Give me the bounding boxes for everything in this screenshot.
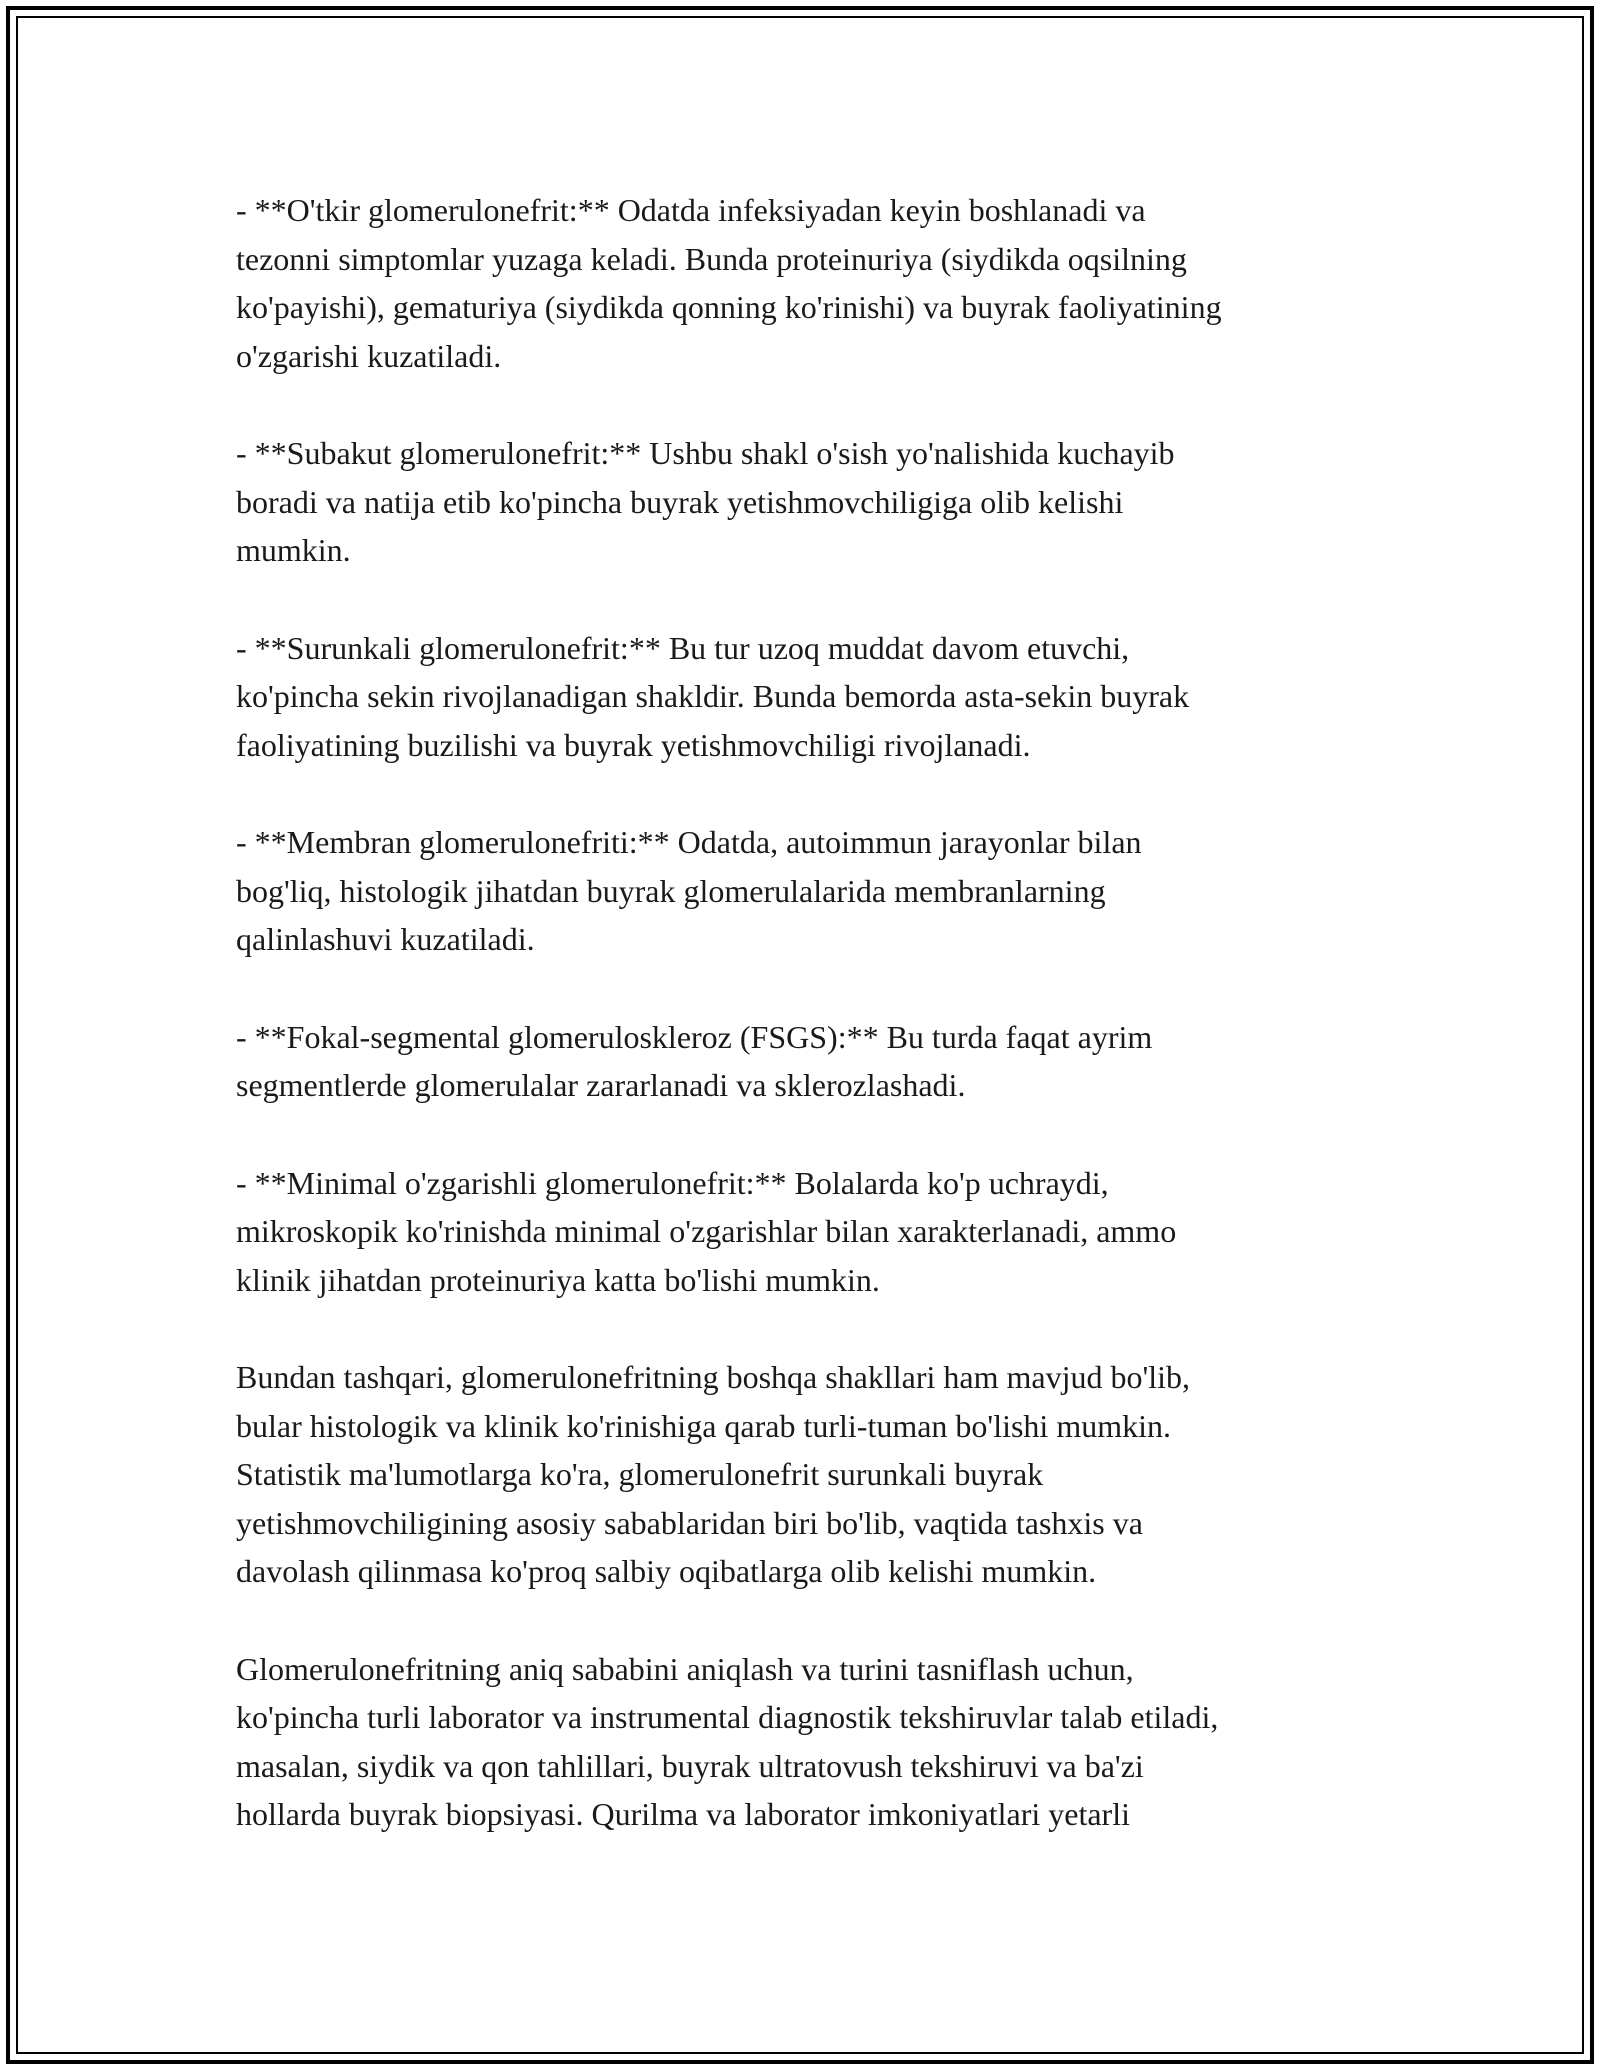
paragraph-membranous-glomerulonephritis: - **Membran glomerulonefriti:** Odatda, autoimmun jarayonlar bilan bog'liq, histologik jihatdan buyrak glomerulalarida membranlarning qalinlashuvi kuzatiladi. bbox=[236, 824, 1142, 957]
paragraph-fsgs: - **Fokal-segmental glomeruloskleroz (FSGS):** Bu turda faqat ayrim segmentlerde glomerulalar zararlanadi va sklerozlashadi. bbox=[236, 1018, 1153, 1103]
document-body bbox=[236, 186, 1376, 1839]
paragraph-chronic-glomerulonephritis: - **Surunkali glomerulonefrit:** Bu tur uzoq muddat davom etuvchi, ko'pincha sekin rivojlanadigan shakldir. Bunda bemorda asta-sekin buyrak faoliyatining buzilishi va buyrak yetishmovchiligi rivojlanadi. bbox=[236, 629, 1190, 763]
paragraph-subacute-glomerulonephritis: - **Subakut glomerulonefrit:** Ushbu shakl o'sish yo'nalishida kuchayib boradi va natija etib ko'pincha buyrak yetishmovchiligiga olib kelishi mumkin. bbox=[236, 435, 1175, 568]
paragraph-diagnostics: Glomerulonefritning aniq sababini aniqlash va turini tasniflash uchun, ko'pincha turli laborator va instrumental diagnostik tekshiruvlar talab etiladi, masalan, siydik va qon tahlillari, buyrak ultratovush tekshiruvi va ba'zi hollarda buyrak biopsiyasi. Qurilma va laborator imkoniyatlari yetarli bbox=[236, 1650, 1219, 1832]
paragraph-acute-glomerulonephritis: - **O'tkir glomerulonefrit:** Odatda infeksiyadan keyin boshlanadi va tezonni simptomlar yuzaga keladi. Bunda proteinuriya (siydikda oqsilning ko'payishi), gematuriya (siydikda qonning ko'rinishi) va buyrak faoliyatining o'zgarishi kuzatiladi. bbox=[236, 192, 1222, 374]
paragraph-other-forms: Bundan tashqari, glomerulonefritning boshqa shakllari ham mavjud bo'lib, bular histologik va klinik ko'rinishiga qarab turli-tuman bo'lishi mumkin. Statistik ma'lumotlarga ko'ra, glomerulonefrit surunkali buyrak yetishmovchiligining asosiy sabablaridan biri bo'lib, vaqtida tashxis va davolash qilinmasa ko'proq salbiy oqibatlarga olib kelishi mumkin. bbox=[236, 1359, 1191, 1589]
paragraph-minimal-change: - **Minimal o'zgarishli glomerulonefrit:** Bolalarda ko'p uchraydi, mikroskopik ko'rinishda minimal o'zgarishlar bilan xarakterlanadi, ammo klinik jihatdan proteinuriya katta bo'lishi mumkin. bbox=[236, 1164, 1177, 1298]
